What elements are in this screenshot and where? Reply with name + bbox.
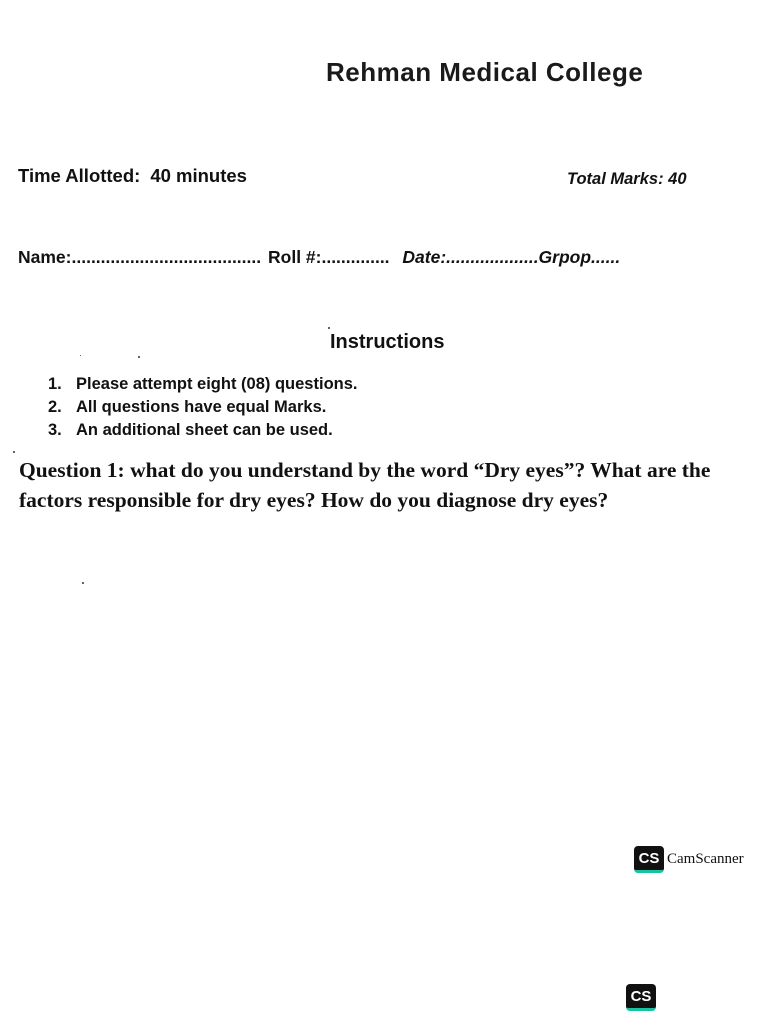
instructions-title: Instructions [330, 331, 445, 353]
student-fields [18, 247, 758, 268]
name-field: Name:....................................... [18, 247, 262, 267]
instructions-list [48, 373, 357, 442]
instruction-item: 3. An additional sheet can be used. [48, 421, 333, 439]
roll-field: Roll #:.............. [268, 247, 390, 267]
time-value: 40 minutes [150, 165, 247, 186]
time-allotted [18, 165, 247, 187]
instruction-item: 1. Please attempt eight (08) questions. [48, 375, 358, 393]
question-1: Question 1: what do you understand by the word “Dry eyes”? What are the factors responsible for dry eyes? How do you diagnose dry eyes? [19, 458, 711, 512]
camscanner-brand: CamScanner [667, 851, 744, 867]
date-group-field: Date:...................Grpop...... [402, 247, 621, 267]
camscanner-logo-icon-bottom: CS [626, 984, 656, 1011]
camscanner-watermark [634, 846, 744, 873]
scan-speck [328, 327, 330, 329]
scan-speck [82, 582, 84, 584]
college-name-heading: Rehman Medical College [326, 57, 644, 87]
scan-speck [13, 451, 15, 453]
instruction-item: 2. All questions have equal Marks. [48, 398, 327, 416]
camscanner-logo-icon: CS [634, 846, 664, 873]
scan-speck [138, 356, 140, 358]
total-marks: Total Marks: 40 [567, 170, 687, 188]
scan-speck [80, 355, 81, 356]
time-label: Time Allotted: [18, 165, 141, 186]
